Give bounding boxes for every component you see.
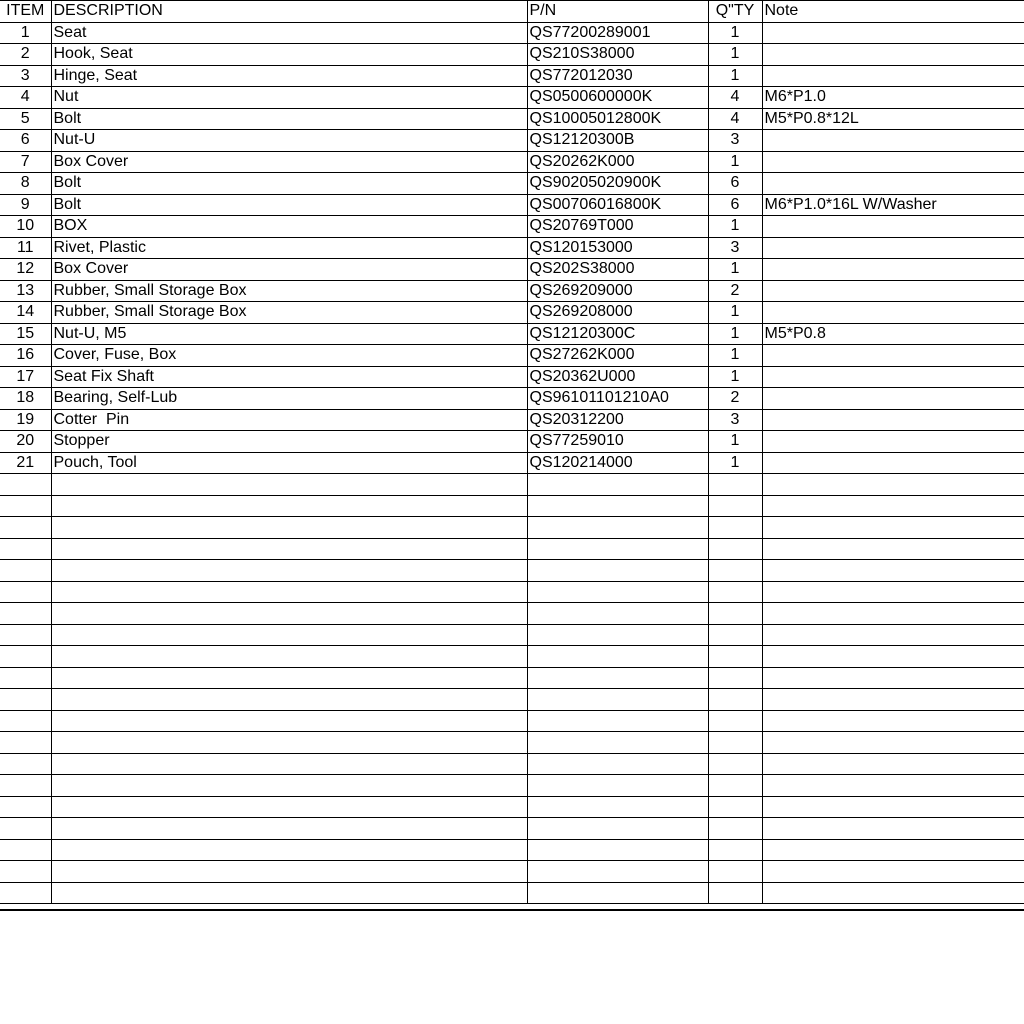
- cell-quantity: 2: [708, 388, 762, 410]
- cell-description: [51, 710, 527, 732]
- table-row: [0, 22, 1024, 44]
- cell-quantity: 1: [708, 452, 762, 474]
- cell-description: Nut: [51, 87, 527, 109]
- cell-description: Bearing, Self-Lub: [51, 388, 527, 410]
- table-row: [0, 87, 1024, 109]
- cell-part-number: [527, 495, 708, 517]
- cell-item: [0, 560, 51, 582]
- cell-quantity: [708, 603, 762, 625]
- cell-item: 10: [0, 216, 51, 238]
- cell-part-number: [527, 474, 708, 496]
- cell-quantity: [708, 839, 762, 861]
- cell-part-number: QS20362U000: [527, 366, 708, 388]
- header-item: ITEM: [0, 1, 51, 23]
- table-row: [0, 130, 1024, 152]
- cell-description: Hinge, Seat: [51, 65, 527, 87]
- cell-part-number: [527, 710, 708, 732]
- cell-note: [762, 452, 1024, 474]
- cell-quantity: 1: [708, 259, 762, 281]
- cell-part-number: [527, 538, 708, 560]
- cell-item: [0, 474, 51, 496]
- cell-item: [0, 732, 51, 754]
- cell-note: [762, 603, 1024, 625]
- cell-description: [51, 538, 527, 560]
- table-row: [0, 280, 1024, 302]
- cell-note: [762, 259, 1024, 281]
- cell-part-number: QS210S38000: [527, 44, 708, 66]
- table-row: [0, 345, 1024, 367]
- cell-description: [51, 667, 527, 689]
- cell-description: [51, 839, 527, 861]
- table-row: [0, 689, 1024, 711]
- cell-part-number: QS0500600000K: [527, 87, 708, 109]
- cell-item: 4: [0, 87, 51, 109]
- table-row: [0, 538, 1024, 560]
- cell-quantity: 1: [708, 323, 762, 345]
- cell-part-number: [527, 517, 708, 539]
- cell-part-number: [527, 581, 708, 603]
- cell-part-number: [527, 667, 708, 689]
- cell-quantity: 1: [708, 44, 762, 66]
- table-row: [0, 818, 1024, 840]
- cell-description: Cotter Pin: [51, 409, 527, 431]
- cell-description: Box Cover: [51, 151, 527, 173]
- cell-part-number: QS27262K000: [527, 345, 708, 367]
- cell-note: [762, 151, 1024, 173]
- cell-part-number: QS90205020900K: [527, 173, 708, 195]
- cell-item: [0, 861, 51, 883]
- cell-quantity: [708, 581, 762, 603]
- cell-item: 7: [0, 151, 51, 173]
- cell-item: 9: [0, 194, 51, 216]
- cell-part-number: [527, 560, 708, 582]
- cell-note: [762, 775, 1024, 797]
- cell-part-number: QS202S38000: [527, 259, 708, 281]
- cell-note: [762, 173, 1024, 195]
- cell-part-number: QS20769T000: [527, 216, 708, 238]
- cell-item: 8: [0, 173, 51, 195]
- cell-quantity: 1: [708, 302, 762, 324]
- cell-note: [762, 388, 1024, 410]
- table-row: [0, 409, 1024, 431]
- cell-item: 2: [0, 44, 51, 66]
- cell-quantity: 1: [708, 431, 762, 453]
- table-row: [0, 259, 1024, 281]
- cell-item: [0, 581, 51, 603]
- cell-quantity: [708, 667, 762, 689]
- cell-part-number: QS772012030: [527, 65, 708, 87]
- cell-quantity: [708, 495, 762, 517]
- cell-quantity: [708, 474, 762, 496]
- table-row: [0, 560, 1024, 582]
- header-quantity: Q"TY: [708, 1, 762, 23]
- cell-quantity: 2: [708, 280, 762, 302]
- cell-item: 14: [0, 302, 51, 324]
- cell-note: [762, 667, 1024, 689]
- cell-quantity: 6: [708, 173, 762, 195]
- table-row: [0, 65, 1024, 87]
- cell-quantity: 1: [708, 22, 762, 44]
- table-row: [0, 44, 1024, 66]
- cell-item: [0, 775, 51, 797]
- cell-part-number: QS120214000: [527, 452, 708, 474]
- table-row: [0, 323, 1024, 345]
- cell-note: [762, 474, 1024, 496]
- cell-description: Rubber, Small Storage Box: [51, 302, 527, 324]
- table-row: [0, 775, 1024, 797]
- table-row: [0, 710, 1024, 732]
- cell-quantity: [708, 689, 762, 711]
- cell-note: [762, 366, 1024, 388]
- cell-part-number: QS269208000: [527, 302, 708, 324]
- cell-note: [762, 710, 1024, 732]
- parts-table-body: [0, 22, 1024, 904]
- table-row: [0, 667, 1024, 689]
- cell-description: [51, 775, 527, 797]
- cell-description: Bolt: [51, 108, 527, 130]
- cell-item: 6: [0, 130, 51, 152]
- cell-part-number: [527, 732, 708, 754]
- cell-item: 17: [0, 366, 51, 388]
- cell-note: [762, 44, 1024, 66]
- cell-quantity: [708, 775, 762, 797]
- cell-description: [51, 861, 527, 883]
- cell-note: M6*P1.0: [762, 87, 1024, 109]
- cell-description: Nut-U: [51, 130, 527, 152]
- cell-quantity: [708, 646, 762, 668]
- cell-note: [762, 538, 1024, 560]
- cell-note: [762, 130, 1024, 152]
- table-row: [0, 624, 1024, 646]
- table-row: [0, 431, 1024, 453]
- cell-quantity: 1: [708, 65, 762, 87]
- cell-description: [51, 474, 527, 496]
- cell-description: Bolt: [51, 173, 527, 195]
- table-row: [0, 646, 1024, 668]
- cell-quantity: [708, 624, 762, 646]
- cell-note: [762, 560, 1024, 582]
- cell-part-number: [527, 775, 708, 797]
- cell-note: [762, 839, 1024, 861]
- cell-description: [51, 689, 527, 711]
- cell-item: [0, 710, 51, 732]
- cell-description: Rivet, Plastic: [51, 237, 527, 259]
- header-row: [0, 1, 1024, 23]
- cell-item: [0, 667, 51, 689]
- cell-note: [762, 796, 1024, 818]
- table-row: [0, 452, 1024, 474]
- cell-note: [762, 409, 1024, 431]
- cell-note: [762, 517, 1024, 539]
- cell-note: [762, 237, 1024, 259]
- cell-description: Box Cover: [51, 259, 527, 281]
- table-row: [0, 517, 1024, 539]
- cell-note: [762, 861, 1024, 883]
- cell-description: Rubber, Small Storage Box: [51, 280, 527, 302]
- cell-quantity: [708, 732, 762, 754]
- cell-quantity: [708, 796, 762, 818]
- cell-item: 12: [0, 259, 51, 281]
- cell-description: [51, 646, 527, 668]
- table-row: [0, 151, 1024, 173]
- cell-item: 16: [0, 345, 51, 367]
- cell-note: M5*P0.8: [762, 323, 1024, 345]
- cell-item: [0, 495, 51, 517]
- cell-part-number: [527, 689, 708, 711]
- table-row: [0, 237, 1024, 259]
- cell-note: [762, 689, 1024, 711]
- table-row: [0, 194, 1024, 216]
- table-row: [0, 796, 1024, 818]
- cell-description: [51, 796, 527, 818]
- cell-note: [762, 280, 1024, 302]
- table-row: [0, 603, 1024, 625]
- cell-part-number: QS96101101210A0: [527, 388, 708, 410]
- cell-note: [762, 495, 1024, 517]
- table-row: [0, 839, 1024, 861]
- cell-part-number: QS120153000: [527, 237, 708, 259]
- cell-note: [762, 302, 1024, 324]
- table-row: [0, 302, 1024, 324]
- cell-description: BOX: [51, 216, 527, 238]
- cell-note: [762, 65, 1024, 87]
- cell-quantity: 4: [708, 108, 762, 130]
- cell-part-number: [527, 753, 708, 775]
- cell-note: [762, 581, 1024, 603]
- cell-note: [762, 345, 1024, 367]
- cell-part-number: [527, 624, 708, 646]
- header-part-number: P/N: [527, 1, 708, 23]
- cell-item: 3: [0, 65, 51, 87]
- cell-description: Seat Fix Shaft: [51, 366, 527, 388]
- cell-item: 15: [0, 323, 51, 345]
- table-row: [0, 108, 1024, 130]
- cell-description: Pouch, Tool: [51, 452, 527, 474]
- cell-quantity: 3: [708, 409, 762, 431]
- cell-part-number: QS77200289001: [527, 22, 708, 44]
- cell-description: [51, 517, 527, 539]
- table-row: [0, 173, 1024, 195]
- cell-quantity: 4: [708, 87, 762, 109]
- cell-description: Bolt: [51, 194, 527, 216]
- table-row: [0, 732, 1024, 754]
- cell-item: 13: [0, 280, 51, 302]
- cell-part-number: [527, 796, 708, 818]
- cell-description: [51, 624, 527, 646]
- cell-item: [0, 839, 51, 861]
- table-row: [0, 474, 1024, 496]
- cell-part-number: QS00706016800K: [527, 194, 708, 216]
- cell-part-number: QS269209000: [527, 280, 708, 302]
- cell-quantity: [708, 861, 762, 883]
- table-row: [0, 388, 1024, 410]
- cell-part-number: [527, 861, 708, 883]
- bottom-border-band: [0, 881, 1024, 911]
- cell-quantity: 1: [708, 216, 762, 238]
- header-note: Note: [762, 1, 1024, 23]
- cell-description: Seat: [51, 22, 527, 44]
- cell-quantity: [708, 818, 762, 840]
- cell-note: [762, 22, 1024, 44]
- cell-note: [762, 624, 1024, 646]
- cell-item: [0, 603, 51, 625]
- cell-part-number: QS12120300C: [527, 323, 708, 345]
- table-row: [0, 366, 1024, 388]
- cell-quantity: [708, 560, 762, 582]
- cell-quantity: [708, 517, 762, 539]
- cell-part-number: [527, 839, 708, 861]
- cell-note: M6*P1.0*16L W/Washer: [762, 194, 1024, 216]
- cell-part-number: QS10005012800K: [527, 108, 708, 130]
- cell-quantity: [708, 753, 762, 775]
- cell-part-number: QS77259010: [527, 431, 708, 453]
- cell-note: [762, 216, 1024, 238]
- cell-note: [762, 431, 1024, 453]
- cell-item: 11: [0, 237, 51, 259]
- cell-description: Hook, Seat: [51, 44, 527, 66]
- cell-description: Stopper: [51, 431, 527, 453]
- cell-item: [0, 818, 51, 840]
- cell-item: [0, 538, 51, 560]
- cell-item: 21: [0, 452, 51, 474]
- cell-item: [0, 796, 51, 818]
- cell-description: Nut-U, M5: [51, 323, 527, 345]
- cell-description: [51, 753, 527, 775]
- cell-item: [0, 646, 51, 668]
- header-description: DESCRIPTION: [51, 1, 527, 23]
- cell-item: 18: [0, 388, 51, 410]
- cell-note: [762, 646, 1024, 668]
- cell-description: [51, 495, 527, 517]
- table-row: [0, 581, 1024, 603]
- cell-item: [0, 624, 51, 646]
- cell-part-number: [527, 646, 708, 668]
- cell-note: [762, 732, 1024, 754]
- cell-quantity: 1: [708, 151, 762, 173]
- table-row: [0, 861, 1024, 883]
- cell-item: [0, 689, 51, 711]
- cell-quantity: [708, 710, 762, 732]
- cell-item: [0, 517, 51, 539]
- cell-description: [51, 732, 527, 754]
- cell-part-number: QS20262K000: [527, 151, 708, 173]
- cell-item: [0, 753, 51, 775]
- cell-quantity: 1: [708, 345, 762, 367]
- table-row: [0, 753, 1024, 775]
- cell-description: [51, 560, 527, 582]
- cell-quantity: [708, 538, 762, 560]
- cell-part-number: [527, 603, 708, 625]
- cell-part-number: QS12120300B: [527, 130, 708, 152]
- cell-quantity: 3: [708, 130, 762, 152]
- cell-quantity: 6: [708, 194, 762, 216]
- cell-note: M5*P0.8*12L: [762, 108, 1024, 130]
- cell-description: Cover, Fuse, Box: [51, 345, 527, 367]
- cell-description: [51, 603, 527, 625]
- cell-part-number: [527, 818, 708, 840]
- cell-item: 1: [0, 22, 51, 44]
- cell-description: [51, 581, 527, 603]
- table-row: [0, 216, 1024, 238]
- cell-note: [762, 818, 1024, 840]
- cell-part-number: QS20312200: [527, 409, 708, 431]
- cell-item: 20: [0, 431, 51, 453]
- cell-note: [762, 753, 1024, 775]
- table-row: [0, 495, 1024, 517]
- cell-quantity: 3: [708, 237, 762, 259]
- cell-item: 5: [0, 108, 51, 130]
- cell-description: [51, 818, 527, 840]
- cell-item: 19: [0, 409, 51, 431]
- cell-quantity: 1: [708, 366, 762, 388]
